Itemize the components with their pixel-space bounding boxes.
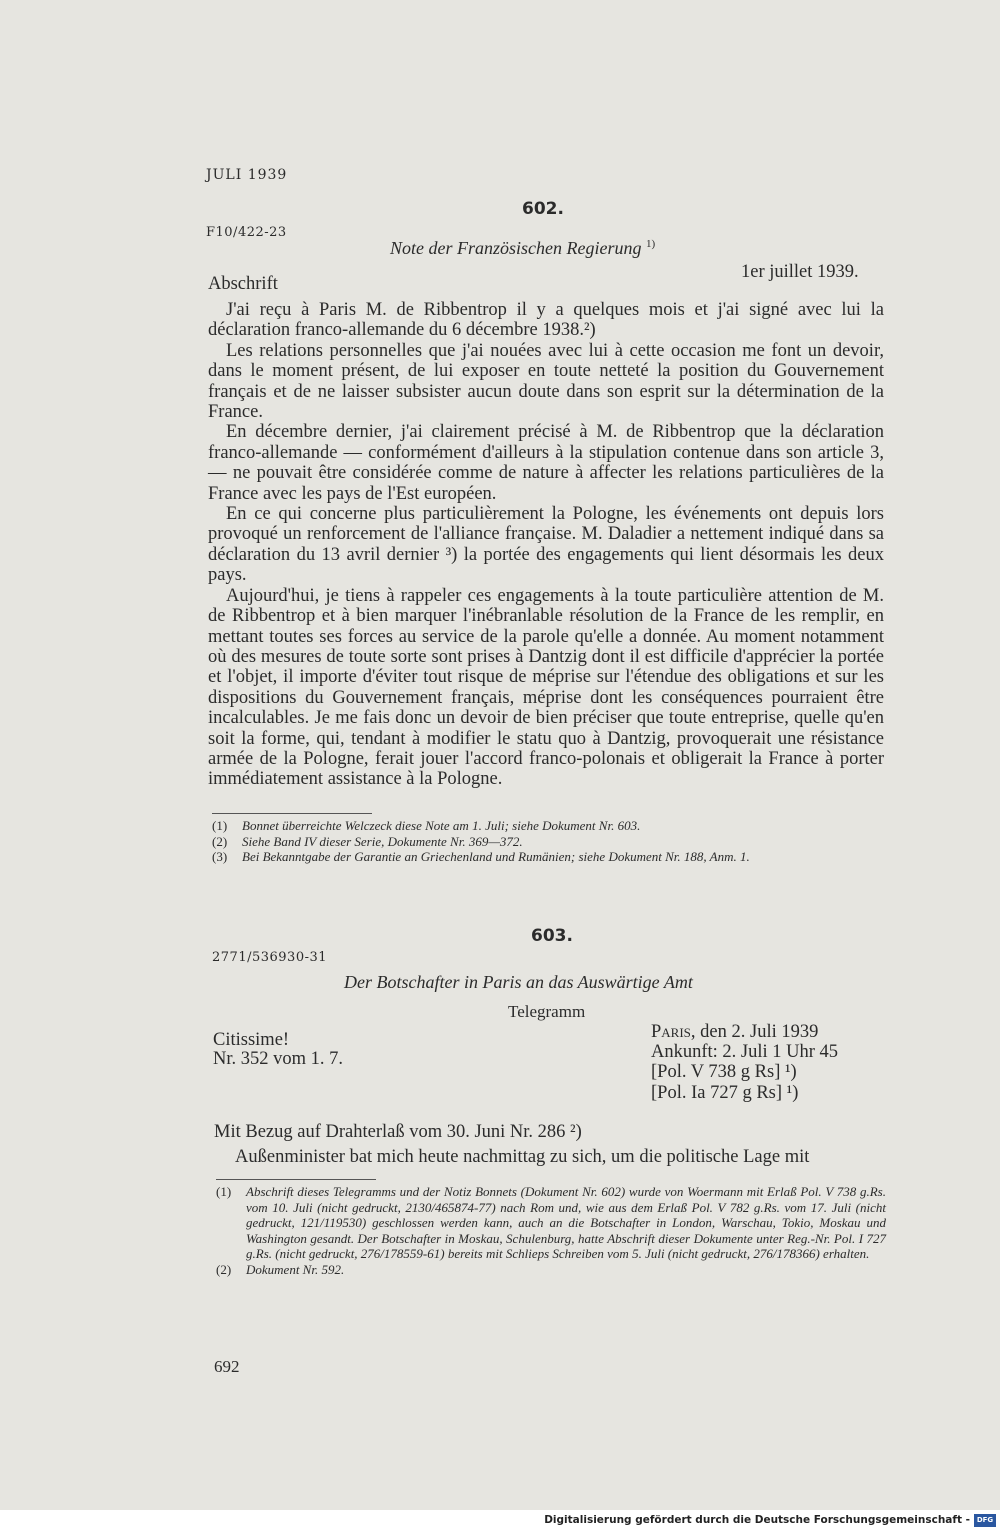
doc-602-footnote-rule (212, 813, 372, 814)
running-head: JULI 1939 (206, 167, 288, 183)
credit-bar (0, 1510, 1000, 1533)
doc-602-footnotes (212, 818, 882, 865)
doc-603-arrival: Ankunft: 2. Juli 1 Uhr 45 (651, 1042, 839, 1062)
doc-603-type: Telegramm (508, 1002, 586, 1021)
funding-credit: Digitalisierung gefördert durch die Deutsche Forschungsgemeinschaft - (544, 1514, 970, 1526)
doc-603-title: Der Botschafter in Paris an das Auswärtige Amt (344, 972, 693, 992)
doc-602-filing: F10/422-23 (206, 225, 287, 240)
footnote-text: Abschrift dieses Telegramms und der Notiz Bonnets (Dokument Nr. 602) wurde von Woermann mit Erlaß Pol. V 738 g.Rs. vom 10. Juli (nicht gedruckt, 2130/465874-77) nach Rom und, wie aus dem Erlaß Pol. V 782 g.Rs. vom 17. Juli (nicht gedruckt, 121/119530) geschlossen werden kann, auch an die Botschafter in London, Warschau, Tokio, Moskau und Washington gesandt. Der Botschafter in Moskau, Schulenburg, hatte Abschrift dieser Dokumente unter Reg.-Nr. Pol. I 727 g.Rs. (nicht gedruckt, 276/178559-61) bereits mit Schlieps Schreiben vom 5. Juli (nicht gedruckt, 276/178366) erhalten. (246, 1184, 886, 1261)
page-number: 692 (214, 1357, 240, 1376)
footnote-text: Dokument Nr. 592. (246, 1261, 345, 1277)
footnote (216, 1184, 886, 1262)
footnote-mark: (1) (216, 1184, 232, 1199)
doc-602-title-text: Note der Französischen Regierung (390, 238, 642, 258)
doc-603-date: , den 2. Juli 1939 (690, 1022, 819, 1042)
doc-603-footnote-rule (216, 1179, 376, 1180)
doc-603-body-start: Außenminister bat mich heute nachmittag zu sich, um die politische Lage mit (235, 1147, 810, 1167)
footnote-text: Bonnet überreichte Welczeck diese Note am 1. Juli; siehe Dokument Nr. 603. (242, 818, 641, 833)
doc-602-title-note: 1) (645, 238, 656, 250)
doc-602-paragraph-1: J'ai reçu à Paris M. de Ribbentrop il y a quelques mois et j'ai signé avec lui la déclaration franco-allemande du 6 décembre 1938.²) (208, 300, 884, 341)
doc-603-footnotes (216, 1184, 886, 1277)
doc-603-ref-2: [Pol. Ia 727 g Rs] ¹) (651, 1083, 799, 1103)
footnote-mark: (1) (212, 818, 228, 833)
doc-603-priority: Citissime! (213, 1030, 290, 1050)
doc-602-body (208, 300, 884, 790)
doc-602-number: 602. (522, 199, 564, 219)
footnote-text: Siehe Band IV dieser Serie, Dokumente Nr. 369—372. (242, 833, 523, 849)
doc-602-label: Abschrift (208, 274, 278, 294)
doc-602-paragraph-4: En ce qui concerne plus particulièrement la Pologne, les événements ont depuis lors provoqué un renforcement de l'alliance française. M. Daladier a nettement indiqué dans sa déclaration du 13 avril dernier ³) la portée des engagements qui lient désormais les deux pays. (208, 504, 884, 586)
doc-602-paragraph-3: En décembre dernier, j'ai clairement précisé à M. de Ribbentrop que la déclaration franco-allemande — conformément d'ailleurs à la stipulation contenue dans son article 3, — ne pouvait être considérée comme de nature à affecter les relations particulières de la France avec les pays de l'Est européen. (208, 422, 884, 504)
doc-603-place: Paris (651, 1022, 691, 1042)
footnote-mark: (2) (216, 1261, 232, 1277)
doc-603-number: 603. (531, 926, 573, 946)
doc-603-ref-1: [Pol. V 738 g Rs] ¹) (651, 1062, 797, 1082)
dfg-logo: DFG (974, 1514, 996, 1527)
doc-603-filing: 2771/536930-31 (212, 950, 328, 965)
footnote-mark: (2) (212, 833, 228, 849)
footnote (212, 818, 882, 834)
doc-602-date: 1er juillet 1939. (741, 262, 859, 282)
doc-603-dateline (651, 1022, 818, 1043)
footnote-text: Bei Bekanntgabe der Garantie an Griechenland und Rumänien; siehe Dokument Nr. 188, Anm. 1. (242, 849, 750, 864)
doc-603-telegram-number: Nr. 352 vom 1. 7. (213, 1049, 344, 1069)
doc-603-reference-line: Mit Bezug auf Drahterlaß vom 30. Juni Nr. 286 ²) (214, 1122, 582, 1142)
footnote (212, 849, 882, 865)
footnote (216, 1262, 886, 1278)
doc-602-paragraph-2: Les relations personnelles que j'ai nouées avec lui à cette occasion me font un devoir, dans le moment présent, de lui exposer en toute netteté la position du Gouvernement français et de ne laisser subsister aucun doute dans son esprit sur la détermination de la France. (208, 340, 884, 423)
footnote-mark: (3) (212, 849, 228, 864)
doc-602-title (390, 238, 655, 259)
footnote (212, 834, 882, 850)
doc-602-paragraph-5: Aujourd'hui, je tiens à rappeler ces engagements à la toute particulière attention de M. de Ribbentrop et à bien marquer l'inébranlable résolution de la France de les remplir, en mettant toutes ses forces au service de la parole qu'elle a donnée. Au moment notamment où des mesures de toute sorte sont prises à Dantzig dont il est difficile d'apprécier la portée et l'objet, il importe d'éviter tout risque de méprise sur l'étendue des obligations et sur les dispositions du Gouvernement français, méprise dont les conséquences pourraient être incalculables. Je me fais donc un devoir de bien préciser que toute entreprise, quelle qu'en soit la forme, qui, tendant à modifier le statu quo à Dantzig, provoquerait une résistance armée de la Pologne, ferait jouer l'accord franco-polonais et obligerait la France à porter immédiatement assistance à la Pologne. (208, 585, 884, 790)
